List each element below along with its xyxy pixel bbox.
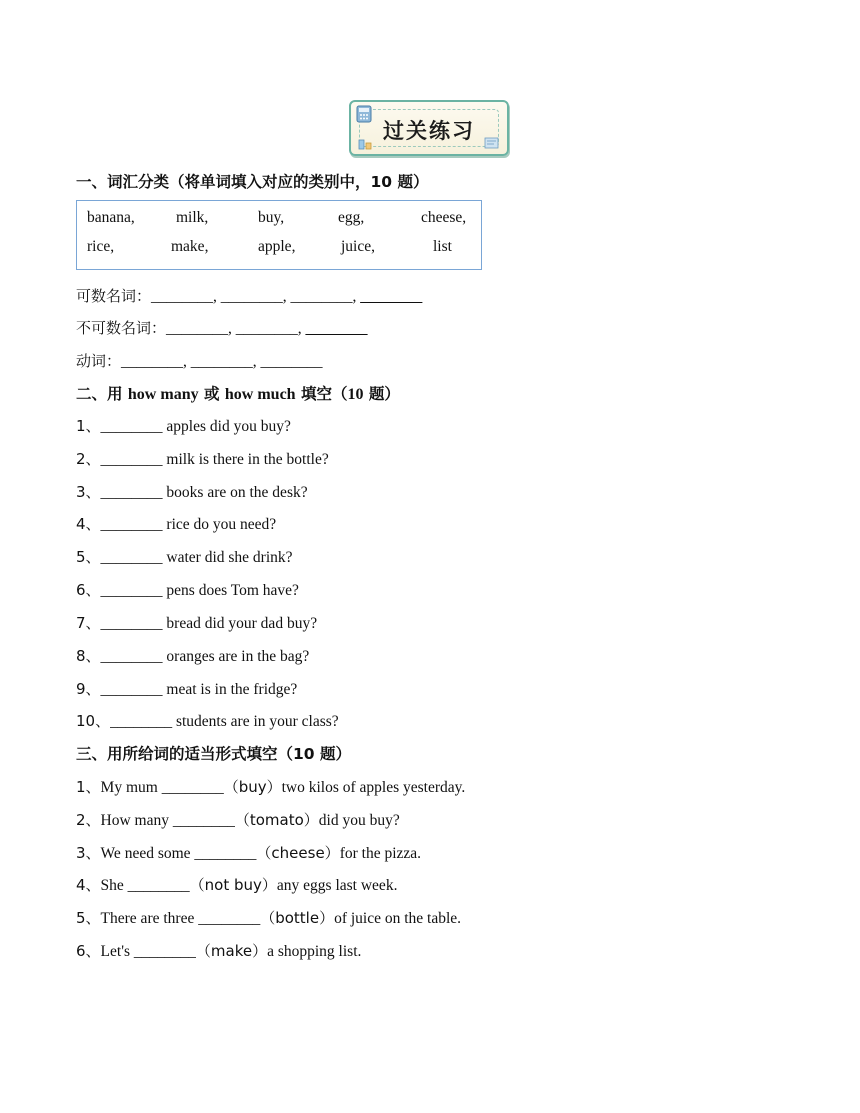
word-bank-word: make, — [171, 238, 209, 255]
word-bank-box — [76, 200, 482, 270]
question-number: 1、 — [76, 778, 101, 796]
section2-heading-mid: 或 — [198, 385, 225, 403]
question-number: 8、 — [76, 647, 101, 665]
word-hint: （make） — [195, 942, 268, 960]
question-number: 2、 — [76, 811, 101, 829]
question-text: ________ oranges are in the bag? — [100, 648, 310, 665]
section2-heading-num: 10 — [347, 386, 364, 403]
question-item — [76, 842, 421, 863]
question-item — [76, 907, 461, 928]
question-text: of juice on the table. — [334, 910, 462, 927]
word-hint: （not buy） — [189, 876, 277, 894]
word-bank-word: list — [433, 238, 452, 255]
verbs-line — [76, 350, 323, 371]
question-item — [76, 874, 397, 895]
question-text: Let's ________ — [100, 943, 196, 960]
question-item — [76, 579, 299, 600]
title-badge — [349, 100, 509, 156]
question-item — [76, 612, 317, 633]
question-item — [76, 513, 276, 534]
question-text: ________ students are in your class? — [110, 713, 339, 730]
countable-blanks: ________, ________, ________, — [151, 288, 361, 305]
word-bank-word: banana, — [87, 209, 135, 226]
verb-blanks: ________, ________, ________ — [121, 353, 323, 370]
question-number: 5、 — [76, 909, 101, 927]
question-number: 6、 — [76, 942, 101, 960]
word-hint: （buy） — [223, 778, 282, 796]
question-text: a shopping list. — [267, 943, 362, 960]
question-text: ________ pens does Tom have? — [100, 582, 299, 599]
question-text: ________ rice do you need? — [100, 516, 277, 533]
question-item — [76, 448, 329, 469]
question-item — [76, 546, 293, 567]
uncountable-last-blank: ________ — [305, 320, 368, 337]
question-item — [76, 809, 400, 830]
question-item — [76, 645, 309, 666]
question-number: 6、 — [76, 581, 101, 599]
question-text: ________ milk is there in the bottle? — [100, 451, 329, 468]
word-bank-word: milk, — [176, 209, 209, 226]
word-bank-word: apple, — [258, 238, 296, 255]
question-number: 9、 — [76, 680, 101, 698]
question-item — [76, 940, 361, 961]
question-number: 3、 — [76, 844, 101, 862]
question-text: ________ bread did your dad buy? — [100, 615, 318, 632]
badge-title: 过关练习 — [383, 119, 475, 143]
word-hint: （tomato） — [234, 811, 319, 829]
question-number: 4、 — [76, 876, 101, 894]
question-item — [76, 776, 465, 797]
question-number: 3、 — [76, 483, 101, 501]
section2-heading-post: 填空（ — [295, 385, 348, 403]
question-item — [76, 481, 308, 502]
question-text: How many ________ — [100, 812, 235, 829]
word-bank-word: juice, — [341, 238, 375, 255]
section1-heading: 一、词汇分类（将单词填入对应的类别中，10 题） — [76, 173, 429, 191]
question-text: ________ meat is in the fridge? — [100, 681, 298, 698]
word-bank-word: cheese, — [421, 209, 467, 226]
question-text: ________ apples did you buy? — [100, 418, 291, 435]
question-text: did you buy? — [318, 812, 400, 829]
question-number: 4、 — [76, 515, 101, 533]
question-number: 7、 — [76, 614, 101, 632]
question-text: for the pizza. — [339, 845, 422, 862]
uncountable-blanks: ________, ________, — [166, 320, 306, 337]
question-text: She ________ — [100, 877, 190, 894]
question-number: 10、 — [76, 712, 111, 730]
section2-heading — [76, 382, 400, 404]
section2-heading-end: 题） — [363, 385, 400, 403]
verb-label: 动词： — [76, 352, 122, 370]
uncountable-nouns-line — [76, 317, 368, 338]
countable-last-blank: ________ — [360, 288, 423, 305]
question-text: any eggs last week. — [276, 877, 398, 894]
section2-heading-pre: 二、用 — [76, 385, 128, 403]
uncountable-label: 不可数名词： — [76, 319, 167, 337]
question-number: 2、 — [76, 450, 101, 468]
section2-heading-how-much: how much — [224, 386, 296, 403]
question-text: two kilos of apples yesterday. — [281, 779, 466, 796]
question-item — [76, 710, 339, 731]
word-hint: （cheese） — [256, 844, 340, 862]
section2-heading-how-many: how many — [127, 386, 199, 403]
question-text: My mum ________ — [100, 779, 224, 796]
word-bank-word: buy, — [258, 209, 285, 226]
countable-label: 可数名词： — [76, 287, 152, 305]
question-number: 5、 — [76, 548, 101, 566]
word-bank-word: egg, — [338, 209, 365, 226]
question-text: We need some ________ — [100, 845, 257, 862]
section3-heading: 三、用所给词的适当形式填空（10 题） — [76, 745, 351, 763]
word-bank-word: rice, — [87, 238, 115, 255]
question-item — [76, 415, 291, 436]
question-item — [76, 678, 297, 699]
question-text: ________ books are on the desk? — [100, 484, 308, 501]
question-number: 1、 — [76, 417, 101, 435]
word-hint: （bottle） — [260, 909, 335, 927]
countable-nouns-line — [76, 285, 422, 306]
question-text: There are three ________ — [100, 910, 261, 927]
question-text: ________ water did she drink? — [100, 549, 293, 566]
